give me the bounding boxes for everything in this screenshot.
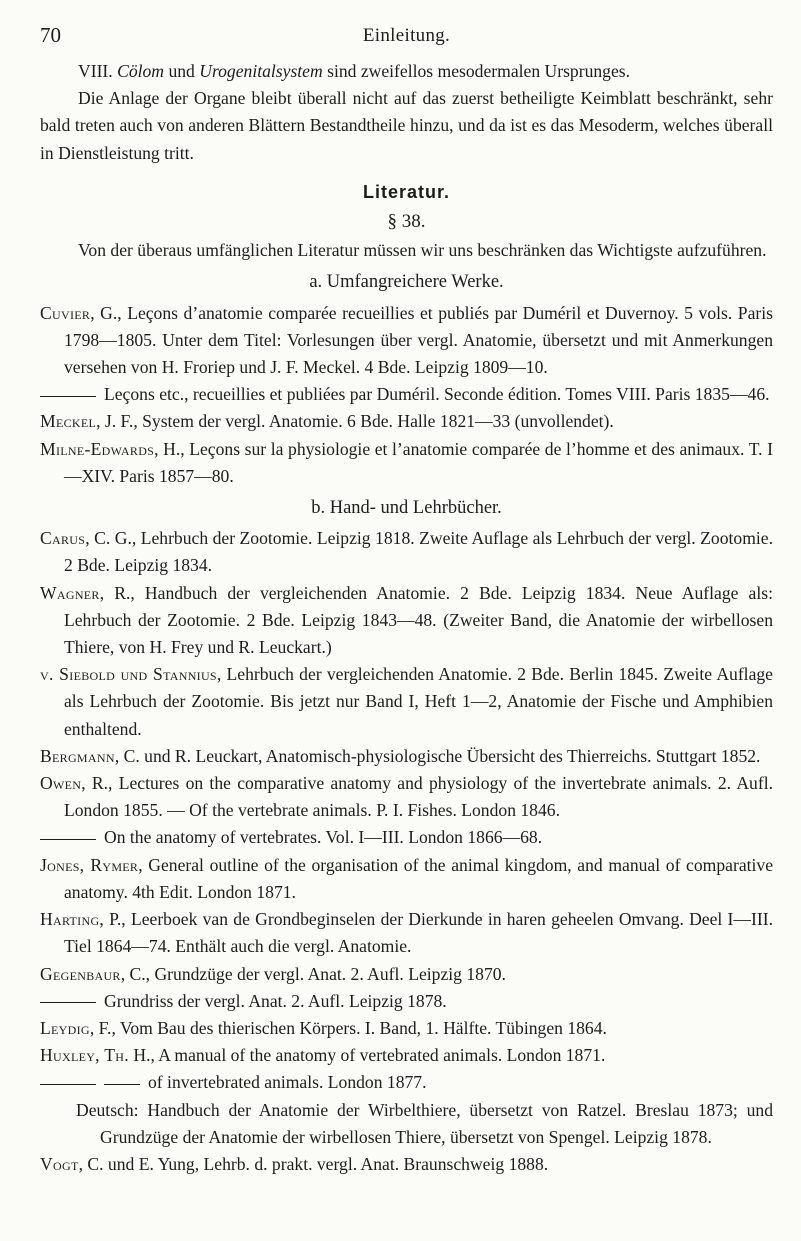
bib-author: Cuvier	[40, 302, 91, 323]
bib-entry	[40, 525, 773, 579]
running-head: Einleitung.	[362, 25, 451, 46]
group-a-list	[40, 300, 773, 490]
bib-author: v. Siebold und Stannius	[40, 664, 217, 685]
bib-text: , C. und E. Yung, Lehrb. d. prakt. vergl. Anat. Braunschweig 1888.	[78, 1153, 549, 1174]
bib-author: Harting	[40, 909, 100, 930]
bib-entry	[40, 1015, 773, 1042]
bib-author: Huxley, Th.	[40, 1045, 129, 1066]
bib-text: of invertebrated animals. London 1877.	[148, 1072, 427, 1093]
bib-text: , Lehrbuch der vergleichenden Anatomie. 2 Bde. Berlin 1845. Zweite Auflage als Lehrbuch der Zootomie. Bis jetzt nur Band I, Heft 1—2, Anatomie der Fische und Amphibien enthaltend.	[64, 664, 773, 739]
bib-entry	[40, 770, 773, 824]
bib-text: , R., Lectures on the comparative anatomy and physiology of the invertebrate animals. 2. Aufl. London 1855. — Of the vertebrate animals. P. I. Fishes. London 1846.	[64, 773, 773, 821]
bib-author: Jones, Rymer	[40, 854, 139, 875]
bib-text: , H., Leçons sur la physiologie et l’anatomie comparée de l’homme et des animaux. T. I—XIV. Paris 1857—80.	[64, 438, 773, 486]
intro-term-urogenital: Urogenitalsystem	[199, 61, 323, 81]
literatur-heading: Literatur.	[362, 181, 451, 202]
intro-term-coelom: Cölom	[117, 61, 165, 81]
bib-entry	[40, 824, 773, 851]
bib-text: , C. G., Lehrbuch der Zootomie. Leipzig 1818. Zweite Auflage als Lehrbuch der vergl. Zootomie. 2 Bde. Leipzig 1834.	[64, 528, 773, 576]
bib-entry	[40, 408, 773, 435]
bib-text: , General outline of the organisation of the animal kingdom, and manual of comparative anatomy. 4th Edit. London 1871.	[64, 854, 774, 902]
ditto-dash	[40, 1084, 96, 1085]
intro-paragraph-2: Die Anlage der Organe bleibt überall nicht auf das zuerst betheiligte Keimblatt beschränkt, sehr bald treten auch von anderen Blättern Bestandtheile hinzu, und da ist es das Mesoderm, welches überall in Dienstleistung tritt.	[40, 88, 773, 163]
bib-entry	[40, 852, 773, 906]
page-header	[40, 22, 773, 56]
bib-entry	[40, 743, 773, 770]
bib-text: , C., Grundzüge der vergl. Anat. 2. Aufl. Leipzig 1870.	[120, 963, 506, 984]
bib-text: , P., Leerboek van de Grondbeginselen der Dierkunde in haren geheelen Omvang. Deel I—III. Tiel 1864—74. Enthält auch die vergl. Anatomie.	[64, 909, 773, 957]
ditto-dash	[40, 839, 96, 840]
bib-author: Meckel	[40, 411, 97, 432]
literatur-intro: Von der überaus umfänglichen Literatur müssen wir uns beschränken das Wichtigste aufzuführen.	[78, 240, 767, 261]
bib-entry	[40, 1151, 773, 1178]
bib-text: H., A manual of the anatomy of vertebrated animals. London 1871.	[128, 1045, 606, 1066]
ditto-dash	[40, 396, 96, 397]
bib-author: Gegenbaur	[40, 963, 121, 984]
bib-author: Vogt	[40, 1153, 79, 1174]
intro-numeral: VIII.	[78, 61, 113, 81]
group-b-title: b. Hand- und Lehrbücher.	[311, 498, 502, 519]
page	[40, 22, 773, 1178]
section-number: § 38.	[387, 211, 426, 233]
bib-text: , G., Leçons d’anatomie comparée recueillies et publiés par Duméril et Duvernoy. 5 vols. Paris 1798—1805. Unter dem Titel: Vorlesungen über vergl. Anatomie, übersetzt und mit Anmerkungen versehen von H. Froriep und J. F. Meckel. 4 Bde. Leipzig 1809—10.	[64, 302, 773, 378]
page-number: 70	[40, 23, 61, 47]
bib-text: Leçons etc., recueillies et publiées par Duméril. Seconde édition. Tomes VIII. Paris 1835—46.	[104, 384, 770, 405]
bib-text: , C. und R. Leuckart, Anatomisch-physiologische Übersicht des Thierreichs. Stuttgart 1852.	[114, 745, 761, 766]
bib-entry	[40, 300, 773, 382]
bib-text: Grundriss der vergl. Anat. 2. Aufl. Leipzig 1878.	[104, 990, 447, 1011]
bib-text: On the anatomy of vertebrates. Vol. I—III. London 1866—68.	[104, 827, 543, 848]
group-a-title: a. Umfangreichere Werke.	[309, 272, 504, 293]
bib-author: Milne-Edwards	[40, 438, 155, 459]
bib-text: , J. F., System der vergl. Anatomie. 6 Bde. Halle 1821—33 (unvollendet).	[96, 411, 614, 432]
bib-entry	[40, 961, 773, 988]
bib-author: Bergmann	[40, 745, 115, 766]
bib-entry	[40, 580, 773, 662]
ditto-dash	[40, 1002, 96, 1003]
bib-author: Leydig	[40, 1017, 90, 1038]
bib-entry	[40, 436, 773, 490]
bib-text: , R., Handbuch der vergleichenden Anatomie. 2 Bde. Leipzig 1834. Neue Auflage als: Lehrbuch der Zootomie. 2 Bde. Leipzig 1843—48. (Zweiter Band, die Anatomie der wirbellosen Thiere, von H. Frey und R. Leuckart.)	[64, 582, 773, 658]
bib-entry	[40, 1042, 773, 1069]
bib-entry	[40, 661, 773, 743]
intro-und: und	[168, 61, 195, 81]
intro-rest: sind zweifellos mesodermalen Ursprunges.	[327, 61, 631, 81]
bib-author: Owen	[40, 773, 82, 794]
bib-entry	[40, 988, 773, 1015]
bib-entry	[40, 1069, 773, 1096]
bib-entry	[40, 906, 773, 960]
bib-text: , F., Vom Bau des thierischen Körpers. I. Band, 1. Hälfte. Tübingen 1864.	[89, 1017, 607, 1038]
group-b-list	[40, 525, 773, 1178]
bib-author: Wagner	[40, 582, 100, 603]
bib-author: Carus	[40, 528, 86, 549]
bib-entry	[40, 381, 773, 408]
ditto-dash	[104, 1084, 140, 1085]
bib-note: Deutsch: Handbuch der Anatomie der Wirbelthiere, übersetzt von Ratzel. Breslau 1873; und Grundzüge der Anatomie der wirbellosen Thiere, übersetzt von Spengel. Leipzig 1878.	[76, 1099, 773, 1147]
intro-paragraph	[40, 58, 773, 85]
